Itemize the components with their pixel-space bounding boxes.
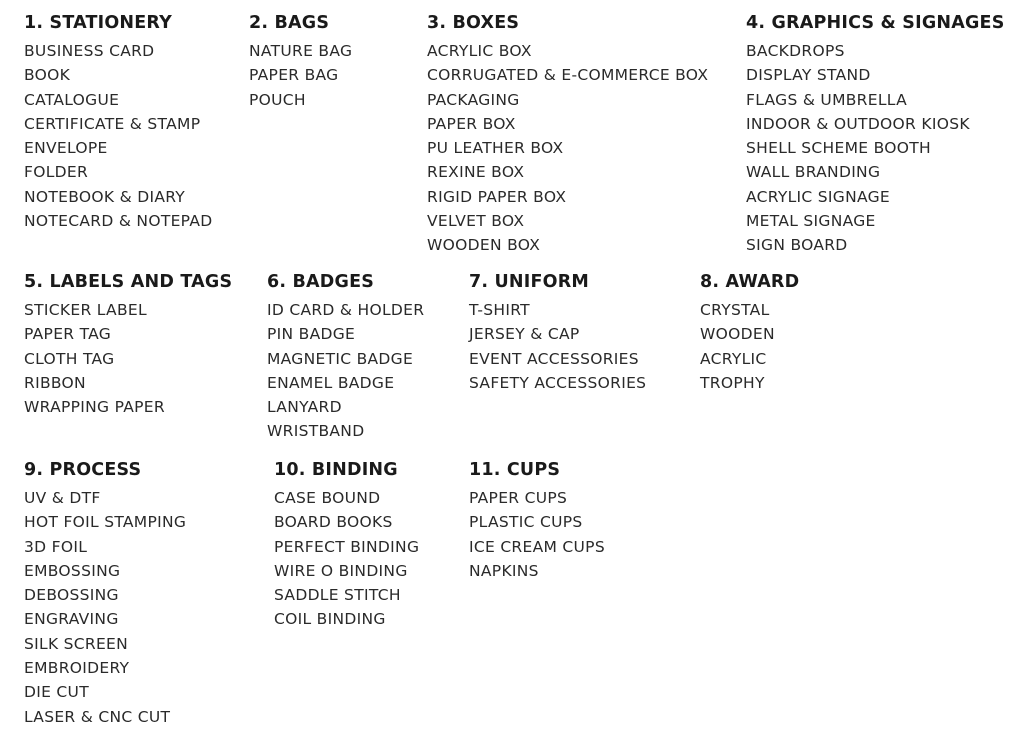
section-title: 11. CUPS	[469, 460, 561, 480]
section-title: 5. LABELS AND TAGS	[24, 272, 233, 292]
section-labels-tags	[24, 272, 232, 419]
list-item: RIBBON	[24, 373, 86, 392]
section-title: 10. BINDING	[274, 460, 398, 480]
list-item: FOLDER	[24, 163, 89, 182]
section-title: 4. GRAPHICS & SIGNAGES	[746, 13, 1005, 33]
list-item: METAL SIGNAGE	[746, 212, 876, 231]
list-item: SAFETY ACCESSORIES	[469, 373, 647, 392]
section-title: 3. BOXES	[427, 13, 520, 33]
list-item: BACKDROPS	[746, 42, 845, 60]
list-item: ACRYLIC BOX	[427, 42, 532, 60]
list-item: ACRYLIC SIGNAGE	[746, 187, 891, 206]
list-item: ID CARD & HOLDER	[267, 301, 425, 319]
list-item: CORRUGATED & E-COMMERCE BOX	[427, 66, 709, 85]
section-title: 6. BADGES	[267, 272, 375, 292]
item-list	[746, 39, 1005, 258]
section-binding	[274, 460, 419, 632]
list-item: CASE BOUND	[274, 489, 381, 507]
list-item: PACKAGING	[427, 90, 520, 109]
item-list	[24, 39, 212, 233]
item-list	[427, 39, 708, 258]
list-item: WIRE O BINDING	[274, 561, 408, 580]
list-item: BUSINESS CARD	[24, 42, 155, 60]
list-item: EMBROIDERY	[24, 659, 130, 678]
item-list	[274, 486, 419, 632]
list-item: EMBOSSING	[24, 561, 121, 580]
list-item: WOODEN BOX	[427, 236, 541, 255]
list-item: EVENT ACCESSORIES	[469, 349, 639, 368]
section-title: 2. BAGS	[249, 13, 330, 33]
item-list	[267, 298, 424, 444]
list-item: CERTIFICATE & STAMP	[24, 114, 201, 133]
list-item: ACRYLIC	[700, 349, 767, 368]
list-item: ICE CREAM CUPS	[469, 537, 605, 556]
list-item: NOTEBOOK & DIARY	[24, 187, 186, 206]
section-award	[700, 272, 799, 395]
list-item: DEBOSSING	[24, 586, 119, 605]
list-item: PLASTIC CUPS	[469, 513, 583, 532]
item-list	[249, 39, 352, 112]
list-item: WALL BRANDING	[746, 163, 881, 182]
list-item: UV & DTF	[24, 489, 101, 507]
list-item: POUCH	[249, 90, 306, 109]
list-item: SILK SCREEN	[24, 634, 129, 653]
section-uniform	[469, 272, 646, 395]
list-item: ENAMEL BADGE	[267, 373, 395, 392]
list-item: SIGN BOARD	[746, 236, 848, 255]
section-title: 9. PROCESS	[24, 460, 142, 480]
section-cups	[469, 460, 605, 583]
list-item: BOOK	[24, 66, 71, 85]
list-item: CLOTH TAG	[24, 349, 115, 368]
item-list	[469, 486, 605, 583]
list-item: FLAGS & UMBRELLA	[746, 90, 907, 109]
section-process	[24, 460, 186, 729]
list-item: MAGNETIC BADGE	[267, 349, 414, 368]
section-bags	[249, 13, 352, 112]
section-boxes	[427, 13, 708, 258]
list-item: HOT FOIL STAMPING	[24, 513, 187, 532]
item-list	[24, 298, 232, 419]
list-item: INDOOR & OUTDOOR KIOSK	[746, 114, 970, 133]
list-item: NOTECARD & NOTEPAD	[24, 212, 213, 231]
list-item: 3D FOIL	[24, 537, 88, 556]
item-list	[24, 486, 186, 729]
item-list	[700, 298, 799, 395]
list-item: CRYSTAL	[700, 301, 770, 319]
list-item: NATURE BAG	[249, 42, 353, 60]
list-item: PERFECT BINDING	[274, 537, 420, 556]
list-item: DIE CUT	[24, 683, 89, 702]
list-item: PAPER TAG	[24, 325, 112, 344]
list-item: VELVET BOX	[427, 212, 525, 231]
list-item: PIN BADGE	[267, 325, 356, 344]
list-item: SHELL SCHEME BOOTH	[746, 139, 931, 158]
list-item: PAPER CUPS	[469, 489, 568, 507]
list-item: WRISTBAND	[267, 422, 365, 441]
list-item: STICKER LABEL	[24, 301, 147, 319]
section-title: 7. UNIFORM	[469, 272, 590, 292]
list-item: JERSEY & CAP	[469, 325, 580, 344]
section-title: 8. AWARD	[700, 272, 800, 292]
list-item: BOARD BOOKS	[274, 513, 393, 532]
list-item: SADDLE STITCH	[274, 586, 401, 605]
section-graphics-signages	[746, 13, 1005, 258]
list-item: REXINE BOX	[427, 163, 525, 182]
list-item: PU LEATHER BOX	[427, 139, 564, 158]
list-item: WRAPPING PAPER	[24, 398, 165, 417]
list-item: PAPER BOX	[427, 114, 516, 133]
list-item: LANYARD	[267, 398, 342, 417]
list-item: DISPLAY STAND	[746, 66, 871, 85]
list-item: RIGID PAPER BOX	[427, 187, 567, 206]
list-item: T-SHIRT	[469, 301, 530, 319]
section-stationery	[24, 13, 212, 233]
item-list	[469, 298, 646, 395]
list-item: LASER & CNC CUT	[24, 707, 171, 726]
list-item: PAPER BAG	[249, 66, 339, 85]
list-item: ENGRAVING	[24, 610, 119, 629]
list-item: COIL BINDING	[274, 610, 386, 629]
list-item: ENVELOPE	[24, 139, 108, 158]
list-item: NAPKINS	[469, 561, 539, 580]
section-title: 1. STATIONERY	[24, 13, 173, 33]
list-item: TROPHY	[700, 373, 765, 392]
section-badges	[267, 272, 424, 444]
list-item: WOODEN	[700, 325, 775, 344]
list-item: CATALOGUE	[24, 90, 120, 109]
